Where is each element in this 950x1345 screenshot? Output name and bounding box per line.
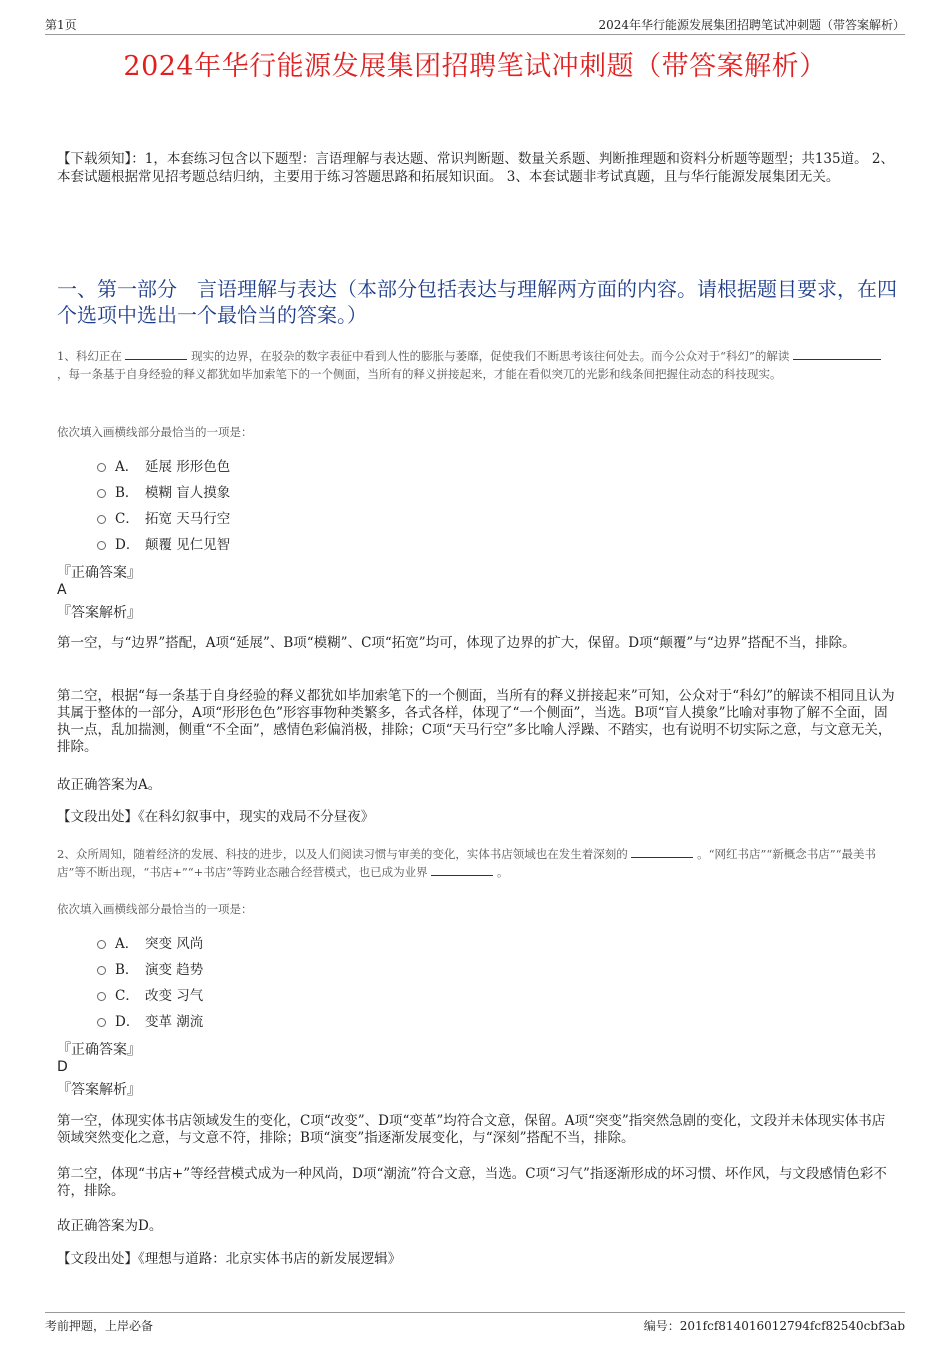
question-2-stem bbox=[57, 845, 895, 881]
q2-correct-label: 『正确答案』 bbox=[57, 1042, 141, 1058]
q2-instruction: 依次填入画横线部分最恰当的一项是： bbox=[57, 902, 253, 916]
q1-analysis-1: 第一空，与“边界”搭配，A项“延展”、B项“模糊”、C项“拓宽”均可，体现了边界的扩大，保留。D项“颠覆”与“边界”搭配不当，排除。 bbox=[57, 635, 856, 651]
q2-options bbox=[97, 929, 203, 1033]
q2-stem-part-2: 。“网红书店”“新概念书店”“最美书店”等不断出现，“书店+”“+书店”等跨业态融合经营模式，也已成为业界 bbox=[57, 847, 877, 879]
q2-blank-1 bbox=[631, 845, 693, 858]
q2-blank-2 bbox=[431, 863, 493, 876]
radio-icon[interactable] bbox=[97, 966, 106, 975]
radio-icon[interactable] bbox=[97, 541, 106, 550]
section-heading: 一、第一部分 言语理解与表达（本部分包括表达与理解两方面的内容。请根据题目要求，在四个选项中选出一个最恰当的答案。） bbox=[57, 277, 897, 327]
q1-stem-part-1: 1、科幻正在 bbox=[57, 349, 122, 363]
radio-icon[interactable] bbox=[97, 489, 106, 498]
page-footer bbox=[45, 1312, 905, 1335]
radio-icon[interactable] bbox=[97, 515, 106, 524]
q1-analysis-label: 『答案解析』 bbox=[57, 605, 141, 621]
page-title: 2024年华行能源发展集团招聘笔试冲刺题（带答案解析） bbox=[123, 51, 827, 82]
q1-option-a[interactable]: A． 延展 形形色色 bbox=[97, 452, 230, 478]
radio-icon[interactable] bbox=[97, 992, 106, 1001]
q2-option-c[interactable]: C． 改变 习气 bbox=[97, 981, 203, 1007]
q1-analysis-2: 第二空，根据“每一条基于自身经验的释义都犹如毕加索笔下的一个侧面，当所有的释义拼接起来”可知，公众对于“科幻”的解读不相同且认为其属于整体的一部分，A项“形形色色”形容事物种类繁多，各式各样，体现了“一个侧面”，当选。B项“盲人摸象”比喻对事物了解不全面，固执一点，乱加揣测，侧重“不全面”，感情色彩偏消极，排除；C项“天马行空”多比喻人浮躁、不踏实，也有说明不切实际之意，与文意无关，排除。 bbox=[57, 688, 895, 755]
q1-blank-1 bbox=[125, 347, 187, 360]
q1-option-d[interactable]: D． 颠覆 见仁见智 bbox=[97, 530, 230, 556]
radio-icon[interactable] bbox=[97, 463, 106, 472]
page-header bbox=[45, 12, 905, 35]
q2-conclusion: 故正确答案为D。 bbox=[57, 1218, 163, 1234]
q2-analysis-label: 『答案解析』 bbox=[57, 1082, 141, 1098]
q1-source: 【文段出处】《在科幻叙事中，现实的戏局不分昼夜》 bbox=[57, 809, 375, 825]
header-doc-title: 2024年华行能源发展集团招聘笔试冲刺题（带答案解析） bbox=[598, 18, 905, 32]
q2-stem-part-3: 。 bbox=[496, 865, 509, 879]
q1-answer: A bbox=[57, 582, 67, 598]
footer-code: 编号：201fcf814016012794fcf82540cbf3ab bbox=[643, 1319, 905, 1333]
question-1-stem bbox=[57, 347, 895, 383]
q2-analysis-1: 第一空，体现实体书店领域发生的变化，C项“改变”、D项“变革”均符合文意，保留。A项“突变”指突然急剧的变化，文段并未体现实体书店领域突然变化之意，与文意不符，排除；B项“演变”指逐渐发展变化，与“深刻”搭配不当，排除。 bbox=[57, 1113, 886, 1146]
q2-option-a[interactable]: A． 突变 风尚 bbox=[97, 929, 203, 955]
q2-stem-part-1: 2、众所周知，随着经济的发展、科技的进步，以及人们阅读习惯与审美的变化，实体书店领域也在发生着深刻的 bbox=[57, 847, 628, 861]
q2-analysis-2: 第二空，体现“书店+”等经营模式成为一种风尚，D项“潮流”符合文意，当选。C项“习气”指逐渐形成的坏习惯、坏作风，与文段感情色彩不符，排除。 bbox=[57, 1166, 887, 1199]
q2-answer: D bbox=[57, 1059, 68, 1075]
footer-slogan: 考前押题，上岸必备 bbox=[45, 1319, 154, 1333]
page-number: 第1页 bbox=[45, 18, 77, 32]
q1-option-b[interactable]: B． 模糊 盲人摸象 bbox=[97, 478, 230, 504]
q1-stem-part-3: ，每一条基于自身经验的释义都犹如毕加索笔下的一个侧面，当所有的释义拼接起来，才能在看似突兀的光影和线条间把握住动态的科技现实。 bbox=[57, 367, 782, 381]
q1-blank-2 bbox=[793, 347, 881, 360]
q2-option-d[interactable]: D． 变革 潮流 bbox=[97, 1007, 203, 1033]
q1-conclusion: 故正确答案为A。 bbox=[57, 777, 162, 793]
q2-option-b[interactable]: B． 演变 趋势 bbox=[97, 955, 203, 981]
q2-source: 【文段出处】《理想与道路：北京实体书店的新发展逻辑》 bbox=[57, 1251, 402, 1267]
q1-stem-part-2: 现实的边界，在驳杂的数字表征中看到人性的膨胀与萎靡，促使我们不断思考该往何处去。而今公众对于“科幻”的解读 bbox=[191, 349, 790, 363]
q1-correct-label: 『正确答案』 bbox=[57, 565, 141, 581]
download-notice: 【下载须知】：1，本套练习包含以下题型：言语理解与表达题、常识判断题、数量关系题、判断推理题和资料分析题等题型；共135道。 2、本套试题根据常见招考题总结归纳，主要用于练习答题思路和拓展知识面。 3、本套试题非考试真题，且与华行能源发展集团无关。 bbox=[57, 151, 894, 185]
q1-option-c[interactable]: C． 拓宽 天马行空 bbox=[97, 504, 230, 530]
radio-icon[interactable] bbox=[97, 1018, 106, 1027]
q1-instruction: 依次填入画横线部分最恰当的一项是： bbox=[57, 425, 253, 439]
q1-options bbox=[97, 452, 230, 556]
radio-icon[interactable] bbox=[97, 940, 106, 949]
